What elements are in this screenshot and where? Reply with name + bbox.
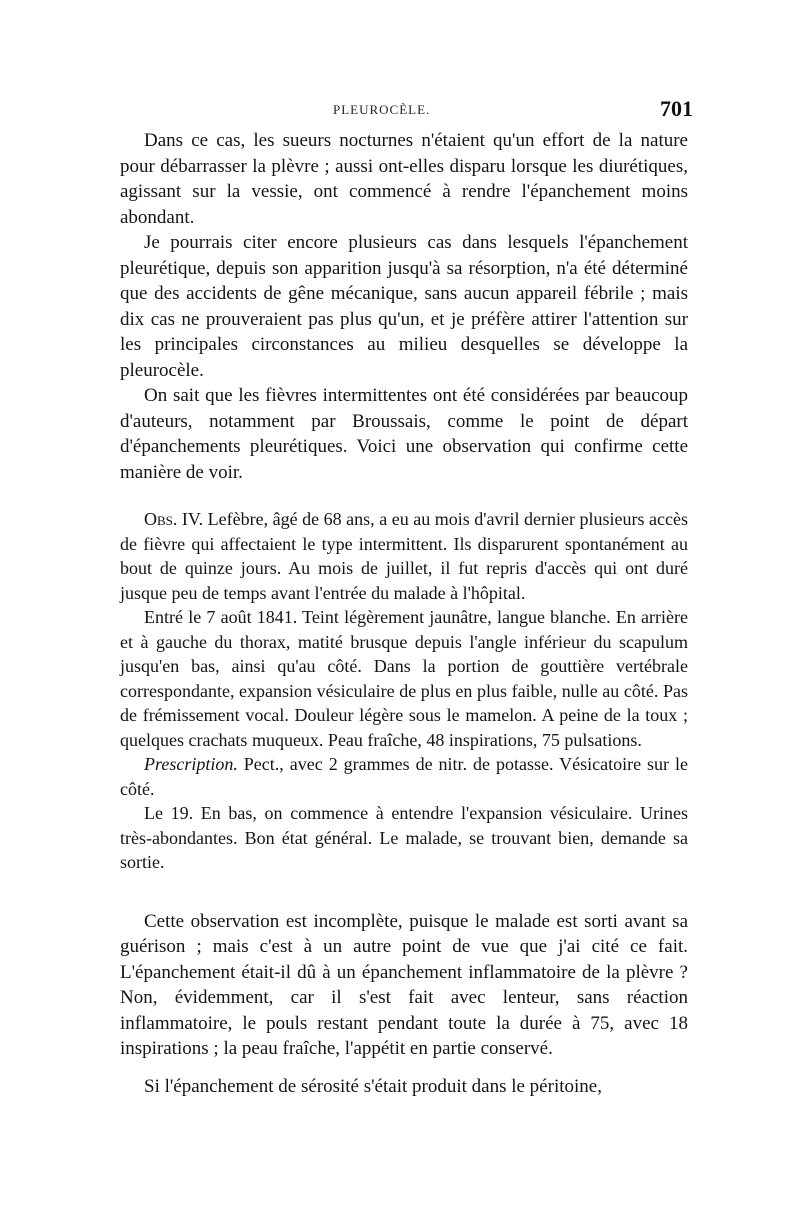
prescription-label: Prescription. [144,754,238,774]
observation-label: Obs. IV. [144,509,204,529]
paragraph-sweats: Dans ce cas, les sueurs nocturnes n'étaient qu'un effort de la nature pour débarrasser la plèvre ; aussi ont-elles disparu lorsque les diurétiques, agissant sur la vessie, ont commencé à rendre l'épanchement moins abondant. [120,130,688,228]
observation-admission: Entré le 7 août 1841. Teint légèrement jaunâtre, langue blanche. En arrière et à gauche du thorax, matité brusque depuis l'angle inférieur du scapulum jusqu'en bas, ainsi qu'au côté. Dans la portion de gouttière vertébrale correspondante, expansion vésiculaire de plus en plus faible, nulle au côté. Pas de frémissement vocal. Douleur légère sous le mamelon. A peine de la toux ; quelques crachats muqueux. Peau fraîche, 48 inspirations, 75 pulsations. [120,607,688,750]
paragraph-intermittent-fevers: On sait que les fièvres intermittentes ont été considérées par beaucoup d'auteurs, notamment par Broussais, comme le point de départ d'épanchements pleurétiques. Voici une observation qui confirme cette manière de voir. [120,385,688,483]
observation-intro-text: Lefèbre, âgé de 68 ans, a eu au mois d'avril dernier plusieurs accès de fièvre qui affectaient le type intermittent. Ils disparurent spontanément au bout de quinze jours. Au mois de juillet, il fut repris d'accès qui ont duré jusque peu de temps avant l'entrée du malade à l'hôpital. [120,509,689,603]
observation-prescription [120,752,688,801]
observation-day-19: Le 19. En bas, on commence à entendre l'expansion vésiculaire. Urines très-abondantes. Bon état général. Le malade, se trouvant bien, demande sa sortie. [120,803,688,872]
paragraph-peritoneum: Si l'épanchement de sérosité s'était produit dans le péritoine, [144,1075,602,1097]
paragraph-commentary: Cette observation est incomplète, puisque le malade est sorti avant sa guérison ; mais c'est à un autre point de vue que j'ai cité ce fait. L'épanchement était-il dû à un épanchement inflammatoire de la plèvre ? Non, évidemment, car il s'est fait avec lenteur, sans réaction inflammatoire, le pouls restant pendant toute la durée à 75, avec 18 inspirations ; la peau fraîche, l'appétit en partie conservé. [120,910,688,1059]
paragraph-cases: Je pourrais citer encore plusieurs cas dans lesquels l'épanchement pleurétique, depuis son apparition jusqu'à sa résorption, n'a été déterminé que des accidents de gêne mécanique, sans aucun appareil fébrile ; mais dix cas ne prouveraient pas plus qu'un, et je préfère attirer l'attention sur les principales circonstances au milieu desquelles se développe la pleurocèle. [120,232,688,381]
prescription-text: Pect., avec 2 grammes de nitr. de potasse. Vésicatoire sur le côté. [120,754,689,799]
running-title: PLEUROCÈLE. [333,102,431,117]
main-text [120,128,688,1099]
observation-intro [120,507,688,605]
page-number: 701 [660,96,693,121]
observation-block [120,507,688,875]
page-header [0,96,800,126]
